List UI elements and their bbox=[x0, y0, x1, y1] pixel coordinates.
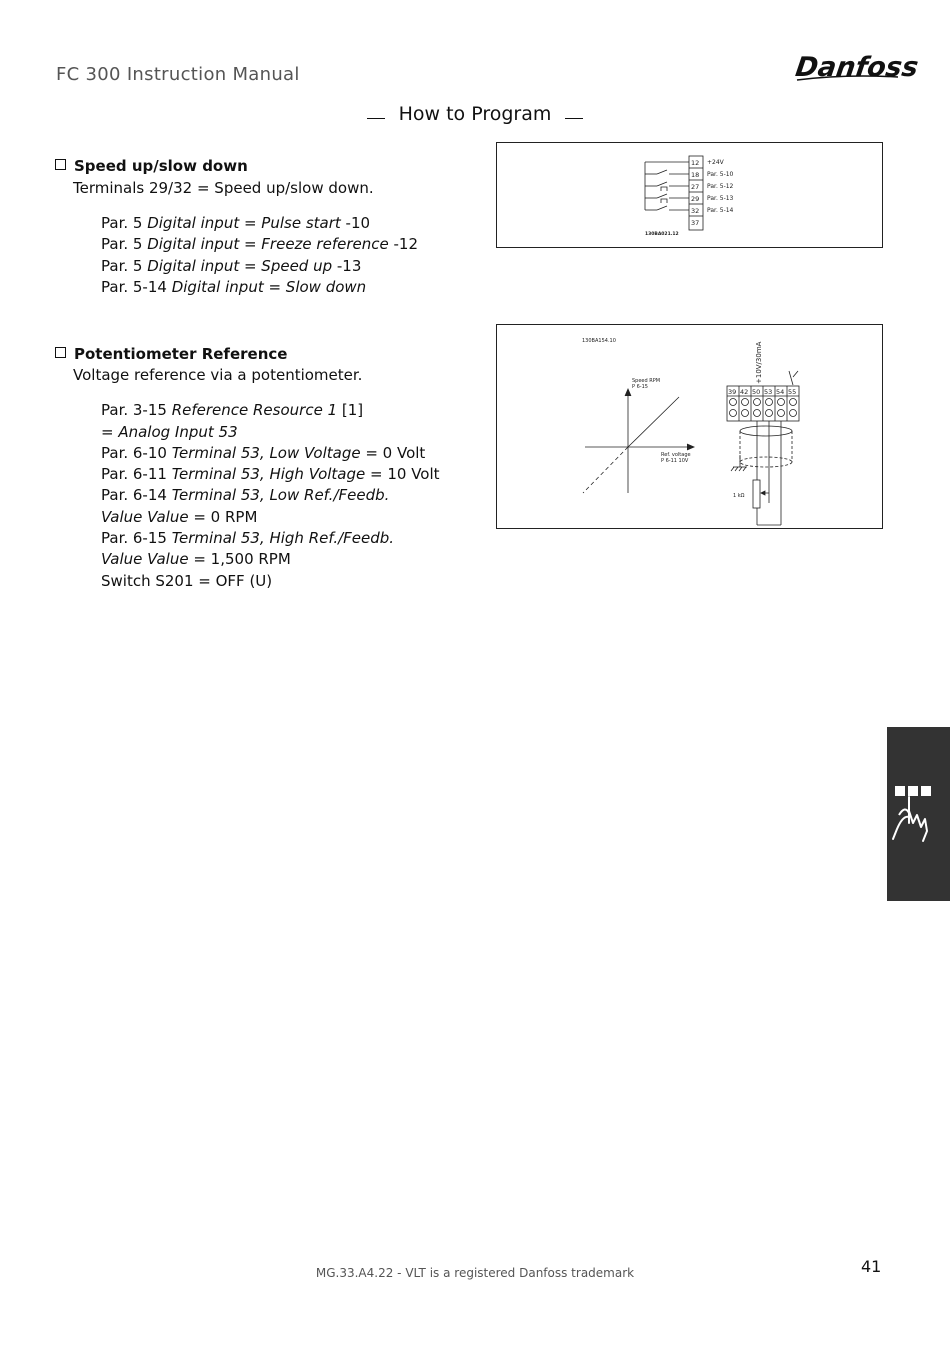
svg-text:+10V/30mA: +10V/30mA bbox=[755, 341, 763, 384]
svg-text:Par. 5-12: Par. 5-12 bbox=[707, 183, 734, 190]
svg-text:130BA154.10: 130BA154.10 bbox=[582, 338, 616, 344]
param-line: Par. 6-10 Terminal 53, Low Voltage = 0 Volt bbox=[101, 444, 426, 462]
section-heading-speed bbox=[55, 157, 248, 175]
param-line: Par. 6-14 Terminal 53, Low Ref./Feedb. bbox=[101, 486, 390, 504]
svg-text:12: 12 bbox=[691, 159, 700, 167]
param-line: Par. 3-15 Reference Resource 1 [1] bbox=[101, 401, 364, 419]
param-line: Par. 6-15 Terminal 53, High Ref./Feedb. bbox=[101, 529, 395, 547]
svg-text:54: 54 bbox=[776, 388, 785, 396]
svg-text:130BA021.12: 130BA021.12 bbox=[645, 232, 679, 237]
svg-text:37: 37 bbox=[691, 219, 700, 227]
svg-text:Speed RPM: Speed RPM bbox=[632, 378, 661, 384]
chapter-title bbox=[0, 103, 950, 125]
svg-text:55: 55 bbox=[788, 388, 797, 396]
hand-keypad-icon bbox=[887, 727, 950, 901]
section-subtitle: Voltage reference via a potentiometer. bbox=[73, 366, 363, 384]
svg-text:29: 29 bbox=[691, 195, 700, 203]
svg-text:39: 39 bbox=[728, 388, 737, 396]
svg-text:18: 18 bbox=[691, 171, 700, 179]
wiring-figure-speed bbox=[496, 142, 883, 248]
svg-text:P 6-15: P 6-15 bbox=[632, 384, 648, 390]
page-number: 41 bbox=[861, 1257, 882, 1276]
wiring-figure-potentiometer bbox=[496, 324, 883, 529]
svg-text:P 6-11 10V: P 6-11 10V bbox=[661, 458, 689, 464]
svg-text:Danfoss: Danfoss bbox=[793, 52, 921, 83]
svg-text:Par. 5-10: Par. 5-10 bbox=[707, 171, 734, 178]
svg-text:32: 32 bbox=[691, 207, 700, 215]
manual-title: FC 300 Instruction Manual bbox=[56, 64, 300, 85]
chapter-dash-left bbox=[367, 118, 385, 119]
param-line: Par. 6-11 Terminal 53, High Voltage = 10 Volt bbox=[101, 465, 440, 483]
section-title: Speed up/slow down bbox=[74, 157, 248, 175]
param-line: Par. 5 Digital input = Freeze reference -12 bbox=[101, 235, 418, 253]
checkbox-bullet-icon bbox=[55, 159, 66, 170]
svg-text:Par. 5-14: Par. 5-14 bbox=[707, 207, 734, 214]
param-line: Value Value = 0 RPM bbox=[101, 508, 258, 526]
param-line: Switch S201 = OFF (U) bbox=[101, 572, 273, 590]
svg-text:Ref. voltage: Ref. voltage bbox=[661, 452, 691, 458]
svg-text:Par. 5-13: Par. 5-13 bbox=[707, 195, 734, 202]
svg-text:50: 50 bbox=[752, 388, 761, 396]
chapter-side-tab[interactable] bbox=[887, 727, 950, 901]
section-title: Potentiometer Reference bbox=[74, 345, 288, 363]
svg-text:1 kΩ: 1 kΩ bbox=[733, 493, 745, 499]
param-line: = Analog Input 53 bbox=[101, 423, 238, 441]
param-line: Par. 5 Digital input = Pulse start -10 bbox=[101, 214, 371, 232]
svg-text:+24V: +24V bbox=[707, 159, 724, 166]
param-line: Value Value = 1,500 RPM bbox=[101, 550, 291, 568]
param-line: Par. 5-14 Digital input = Slow down bbox=[101, 278, 367, 296]
param-line: Par. 5 Digital input = Speed up -13 bbox=[101, 257, 362, 275]
section-subtitle: Terminals 29/32 = Speed up/slow down. bbox=[73, 179, 374, 197]
svg-text:42: 42 bbox=[740, 388, 749, 396]
checkbox-bullet-icon bbox=[55, 347, 66, 358]
chapter-title-text: How to Program bbox=[398, 103, 552, 125]
danfoss-logo bbox=[793, 44, 921, 86]
potentiometer-diagram bbox=[497, 325, 882, 528]
footer-text: MG.33.A4.22 - VLT is a registered Danfoss trademark bbox=[315, 1266, 635, 1280]
svg-text:53: 53 bbox=[764, 388, 773, 396]
section-heading-potentiometer bbox=[55, 345, 287, 363]
svg-text:27: 27 bbox=[691, 183, 700, 191]
chapter-dash-right bbox=[565, 118, 583, 119]
wiring-diagram bbox=[497, 143, 882, 247]
